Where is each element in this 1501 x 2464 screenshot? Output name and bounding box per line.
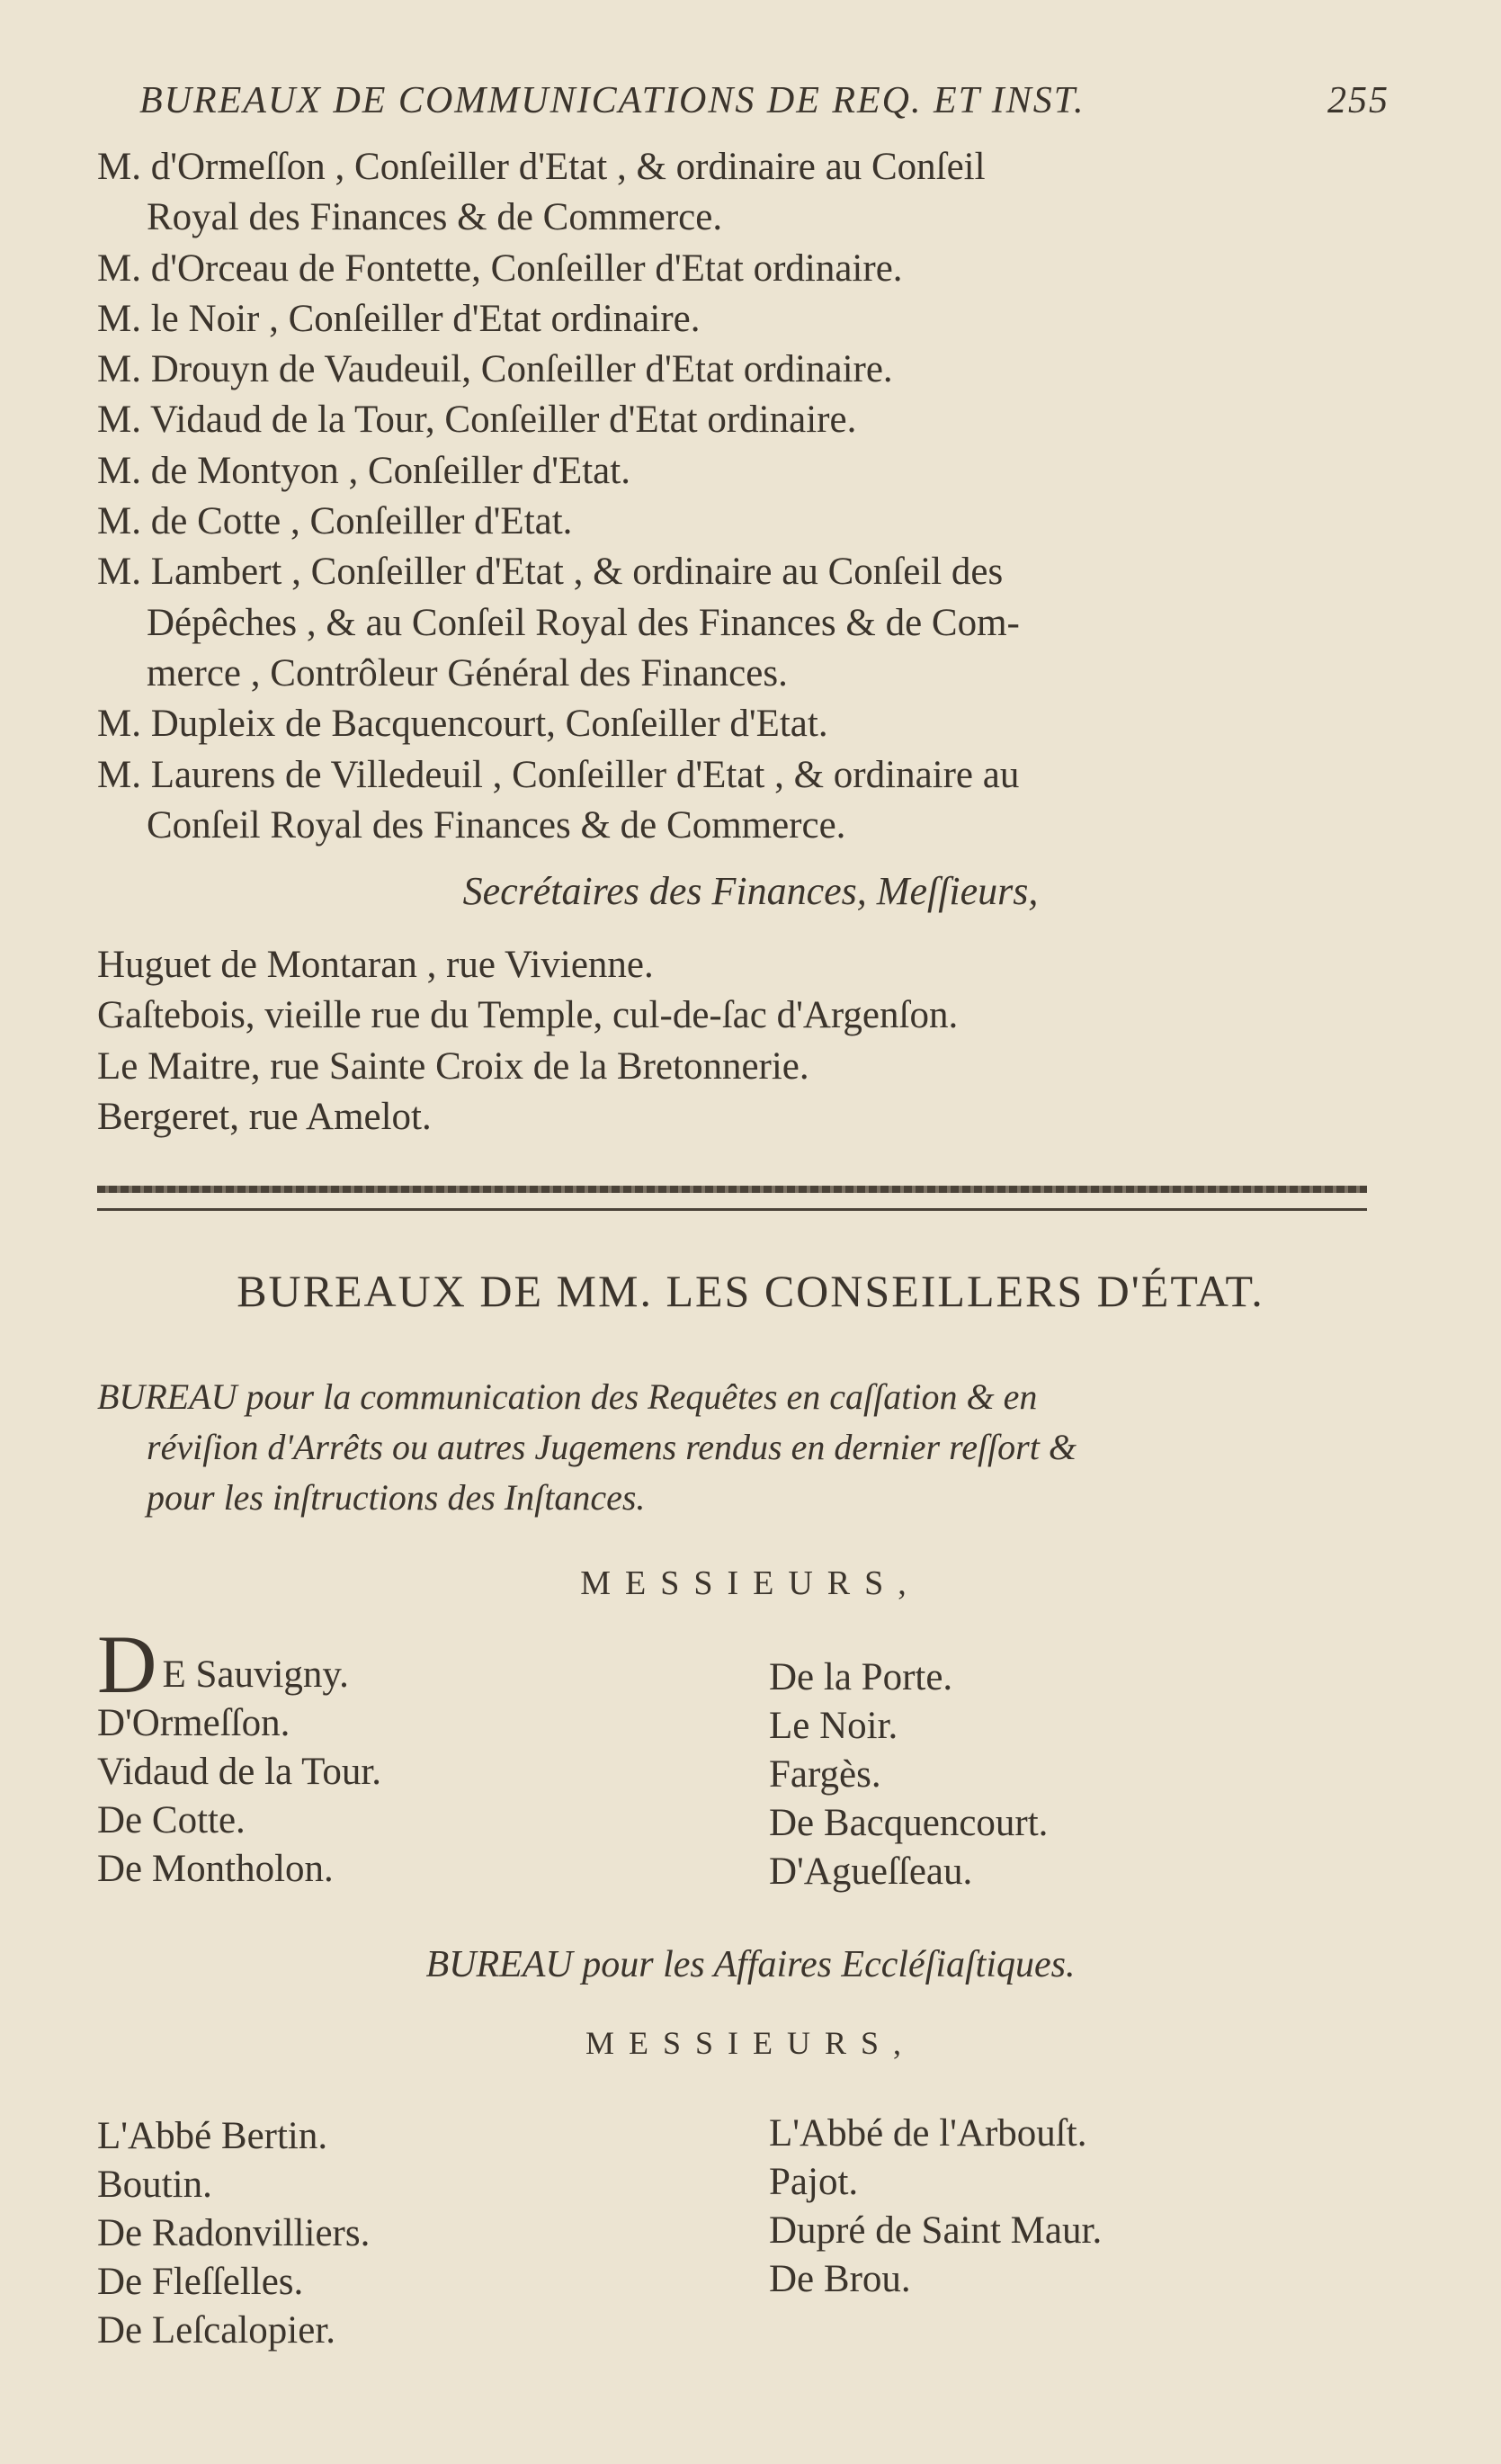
conseiller-line: M. d'Orceau de Fontette, Conſeiller d'Etat ordinaire. (97, 246, 903, 290)
conseiller-line: M. de Montyon , Conſeiller d'Etat. (97, 449, 630, 492)
bureau-description-line: pour les inſtructions des Inſtances. (147, 1477, 646, 1518)
secretaire-line: Le Maitre, rue Sainte Croix de la Bretonnerie. (97, 1044, 809, 1088)
bureau1-left-column (97, 1618, 382, 1894)
conseiller-line: M. d'Ormeſſon , Conſeiller d'Etat , & ordinaire au Conſeil (97, 146, 986, 188)
bureau-description-line: BUREAU pour la communication des Requêtes en caſſation & en (97, 1376, 1038, 1417)
member-name: L'Abbé Bertin. (97, 2115, 328, 2157)
secretaire-line: Gaſtebois, vieille rue du Temple, cul-de-ſac d'Argenſon. (97, 994, 959, 1037)
member-name: De Radonvilliers. (97, 2212, 371, 2254)
conseillers-list (97, 142, 1392, 851)
member-name: L'Abbé de l'Arbouſt. (769, 2112, 1087, 2155)
conseiller-line: M. Drouyn de Vaudeuil, Conſeiller d'Etat ordinaire. (97, 348, 893, 391)
bureau-description (97, 1372, 1392, 1523)
secretaire-line: Bergeret, rue Amelot. (97, 1095, 432, 1138)
running-head (139, 79, 1389, 122)
member-name: D'Agueſſeau. (769, 1850, 973, 1893)
conseiller-line: M. Dupleix de Bacquencourt, Conſeiller d'Etat. (97, 703, 828, 746)
member-name: Dupré de Saint Maur. (769, 2209, 1103, 2252)
member-name: De Cotte. (97, 1799, 246, 1841)
section-title: BUREAUX DE MM. LES CONSEILLERS D'ÉTAT. (237, 1266, 1264, 1316)
bureau1-right-column (769, 1653, 1048, 1896)
messieurs-heading: MESSIEURS, (585, 2025, 916, 2061)
bureau2-left-column (97, 2112, 370, 2355)
member-name (97, 1618, 381, 1710)
conseiller-line: merce , Contrôleur Général des Finances. (147, 651, 788, 694)
member-name: D'Ormeſſon. (97, 1702, 290, 1744)
messieurs-heading: MESSIEURS, (580, 1564, 921, 1602)
ornamental-rule (97, 1186, 1367, 1193)
conseiller-line: Royal des Finances & de Commerce. (147, 196, 723, 239)
conseiller-line: Conſeil Royal des Finances & de Commerce. (147, 803, 846, 847)
secretaires-heading: Secrétaires des Finances, Meſſieurs, (462, 869, 1039, 913)
running-head-title: BUREAUX DE COMMUNICATIONS DE REQ. ET INST. (139, 80, 1086, 121)
conseiller-line: M. le Noir , Conſeiller d'Etat ordinaire. (97, 297, 701, 340)
bureau-description-line: réviſion d'Arrêts ou autres Jugemens rendus en dernier reſſort & (147, 1427, 1077, 1467)
secretaires-list (97, 940, 958, 1142)
member-name: Boutin. (97, 2164, 212, 2206)
member-name: De Bacquencourt. (769, 1802, 1049, 1844)
drop-cap: D (97, 1618, 157, 1710)
member-name: De Fleſſelles. (97, 2261, 304, 2303)
member-name: De la Porte. (769, 1656, 953, 1698)
member-name: Pajot. (769, 2161, 859, 2203)
member-name: Fargès. (769, 1753, 881, 1796)
member-name: Le Noir. (769, 1705, 898, 1747)
member-name: Vidaud de la Tour. (97, 1751, 382, 1793)
conseiller-line: M. Lambert , Conſeiller d'Etat , & ordinaire au Conſeil des (97, 551, 1004, 594)
member-name: De Montholon. (97, 1848, 334, 1890)
conseiller-line: Dépêches , & au Conſeil Royal des Finances & de Com- (147, 601, 1020, 644)
bureau2-title: BUREAU pour les Affaires Eccléſiaſtiques. (425, 1944, 1076, 1985)
conseiller-line: M. de Cotte , Conſeiller d'Etat. (97, 500, 573, 543)
secretaire-line: Huguet de Montaran , rue Vivienne. (97, 944, 654, 986)
page-number: 255 (1327, 80, 1389, 121)
member-name: De Leſcalopier. (97, 2309, 336, 2352)
conseiller-line: M. Vidaud de la Tour, Conſeiller d'Etat ordinaire. (97, 399, 857, 442)
member-name: De Brou. (769, 2258, 911, 2300)
conseiller-line: M. Laurens de Villedeuil , Conſeiller d'Etat , & ordinaire au (97, 753, 1020, 796)
member-name-rest: E Sauvigny. (162, 1653, 349, 1696)
bureau2-right-column (769, 2110, 1102, 2304)
divider-line (97, 1208, 1367, 1211)
